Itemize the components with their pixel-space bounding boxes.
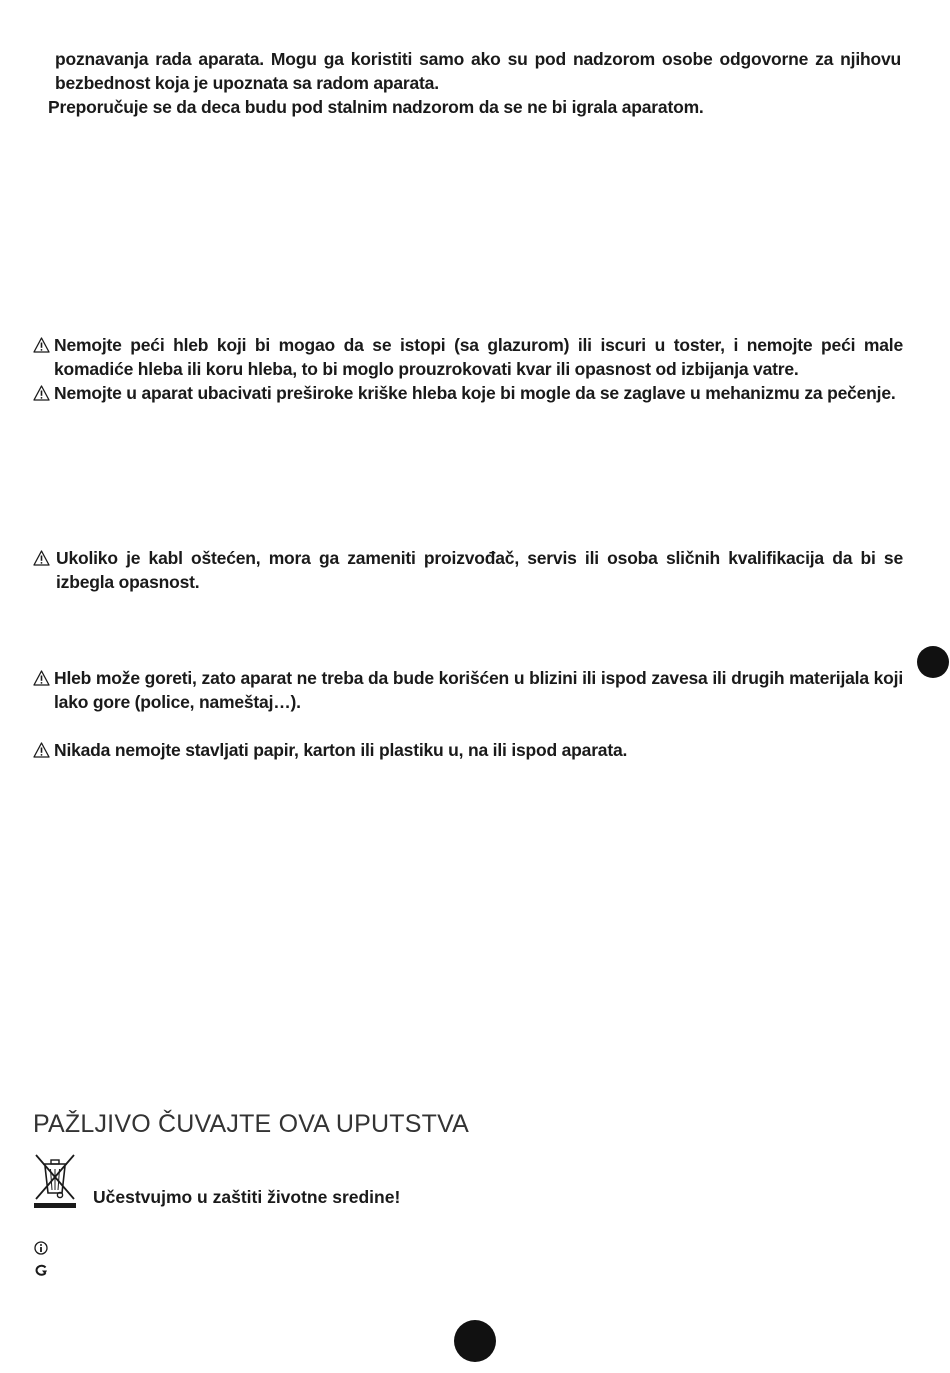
warning-triangle-icon bbox=[33, 550, 50, 566]
recycle-arrow-icon bbox=[34, 1263, 48, 1277]
warning-item bbox=[33, 381, 903, 405]
info-icon bbox=[34, 1241, 48, 1255]
side-tab-marker bbox=[917, 646, 949, 678]
warning-triangle-icon bbox=[33, 670, 50, 686]
page-number-marker bbox=[454, 1320, 496, 1362]
warning-triangle-icon bbox=[33, 742, 50, 758]
warning-text: Nemojte peći hleb koji bi mogao da se istopi (sa glazurom) ili iscuri u toster, i nemojte peći male komadiće hleba ili koru hleba, to bi moglo prouzrokovati kvar ili opasnost od izbijanja vatre. bbox=[54, 335, 903, 379]
warning-text: Hleb može goreti, zato aparat ne treba da bude korišćen u blizini ili ispod zavesa ili drugih materijala koji lako gore (police, nameštaj…). bbox=[54, 668, 903, 712]
intro-paragraph: poznavanja rada aparata. Mogu ga koristiti samo ako su pod nadzorom osobe odgovorne za njihovu bezbednost koja je upoznata sa radom aparata. bbox=[55, 49, 901, 93]
warning-item bbox=[33, 738, 903, 762]
warning-text: Ukoliko je kabl oštećen, mora ga zameniti proizvođač, servis ili osoba sličnih kvalifikacija da bi se izbegla opasnost. bbox=[56, 548, 903, 592]
warning-triangle-icon bbox=[33, 385, 50, 401]
section-heading: PAŽLJIVO ČUVAJTE OVA UPUTSTVA bbox=[33, 1110, 469, 1138]
warning-text: Nemojte u aparat ubacivati preširoke kriške hleba koje bi mogle da se zaglave u mehanizmu za pečenje. bbox=[54, 383, 896, 403]
warning-text: Nikada nemojte stavljati papir, karton ili plastiku u, na ili ispod aparata. bbox=[54, 740, 628, 760]
crossed-out-bin-icon bbox=[33, 1153, 77, 1209]
warning-triangle-icon bbox=[33, 337, 50, 353]
warning-item bbox=[33, 333, 903, 381]
warning-item bbox=[33, 666, 903, 714]
environment-slogan: Učestvujmo u zaštiti životne sredine! bbox=[93, 1187, 401, 1207]
warning-item bbox=[33, 546, 903, 594]
supervision-note: Preporučuje se da deca budu pod stalnim nadzorom da se ne bi igrala aparatom. bbox=[48, 97, 704, 117]
